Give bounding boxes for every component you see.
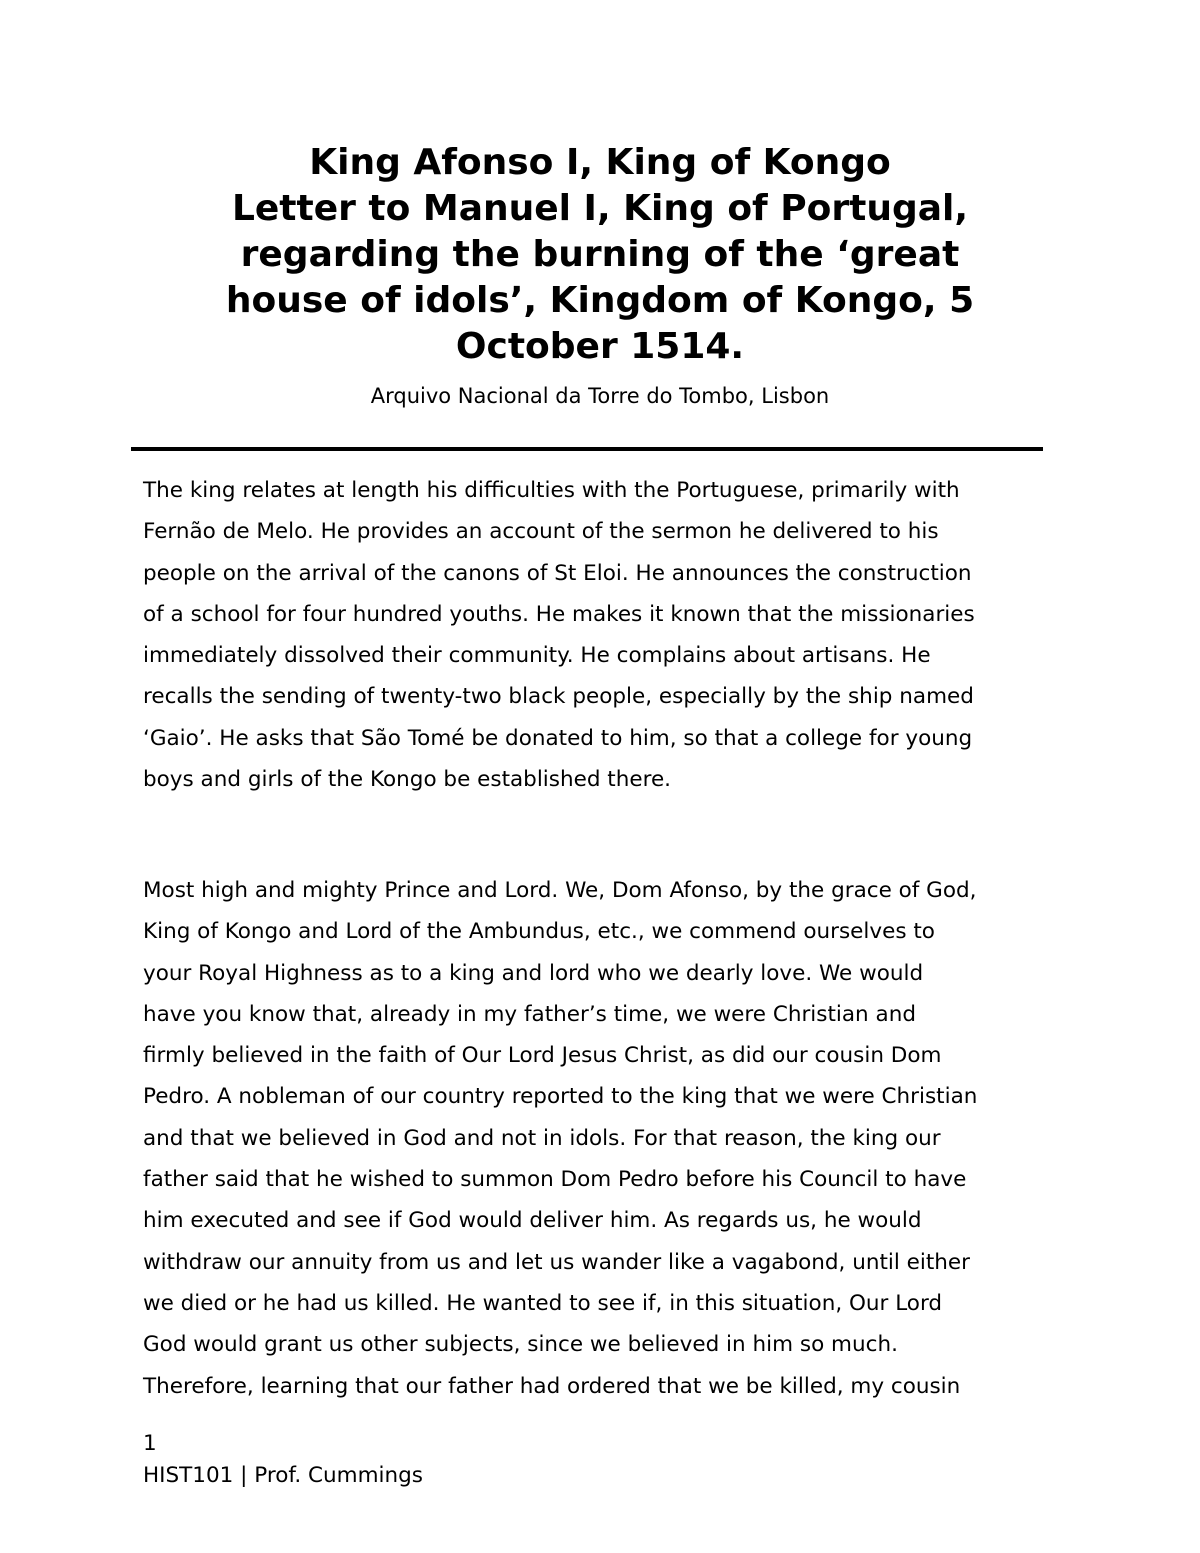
text-line: God would grant us other subjects, since we believed in him so much.: [143, 1332, 898, 1358]
text-line: ‘Gaio’. He asks that São Tomé be donated to him, so that a college for young: [143, 725, 973, 751]
title-line: October 1514.: [455, 326, 745, 367]
text-line: The king relates at length his difficulties with the Portuguese, primarily with: [143, 478, 960, 503]
horizontal-rule: [131, 447, 1043, 451]
title-line: King Afonso I, King of Kongo: [309, 142, 891, 183]
text-line: people on the arrival of the canons of St Eloi. He announces the construction: [143, 560, 972, 586]
summary-paragraph: [143, 470, 1073, 800]
text-line: we died or he had us killed. He wanted to see if, in this situation, Our Lord: [143, 1290, 943, 1316]
title-line: regarding the burning of the ‘great: [240, 234, 960, 275]
page-footer: [143, 1428, 423, 1492]
title-block: [150, 140, 1050, 410]
text-line: Therefore, learning that our father had ordered that we be killed, my cousin: [143, 1373, 961, 1399]
text-line: father said that he wished to summon Dom Pedro before his Council to have: [143, 1167, 967, 1193]
text-line: firmly believed in the faith of Our Lord Jesus Christ, as did our cousin Dom: [143, 1043, 942, 1069]
text-line: of a school for four hundred youths. He makes it known that the missionaries: [143, 601, 975, 627]
letter-paragraph: [143, 870, 1073, 1407]
text-line: him executed and see if God would deliver him. As regards us, he would: [143, 1208, 922, 1234]
text-line: Fernão de Melo. He provides an account of the sermon he delivered to his: [143, 519, 939, 545]
text-line: have you know that, already in my father’s time, we were Christian and: [143, 1001, 916, 1027]
text-line: recalls the sending of twenty-two black people, especially by the ship named: [143, 684, 974, 710]
text-line: Pedro. A nobleman of our country reported to the king that we were Christian: [143, 1084, 978, 1110]
text-line: boys and girls of the Kongo be established there.: [143, 767, 672, 793]
title-line: house of idols’, Kingdom of Kongo, 5: [225, 280, 975, 321]
page-number: 1: [143, 1431, 157, 1456]
text-line: your Royal Highness as to a king and lord who we dearly love. We would: [143, 960, 924, 986]
text-line: immediately dissolved their community. He complains about artisans. He: [143, 643, 931, 669]
source-archive: Arquivo Nacional da Torre do Tombo, Lisbon: [370, 384, 830, 408]
text-line: Most high and mighty Prince and Lord. We, Dom Afonso, by the grace of God,: [143, 878, 977, 903]
text-line: King of Kongo and Lord of the Ambundus, etc., we commend ourselves to: [143, 919, 935, 945]
title-line: Letter to Manuel I, King of Portugal,: [231, 188, 969, 229]
course-label: HIST101 | Prof. Cummings: [143, 1463, 423, 1488]
text-line: and that we believed in God and not in idols. For that reason, the king our: [143, 1125, 941, 1151]
text-line: withdraw our annuity from us and let us wander like a vagabond, until either: [143, 1249, 970, 1275]
